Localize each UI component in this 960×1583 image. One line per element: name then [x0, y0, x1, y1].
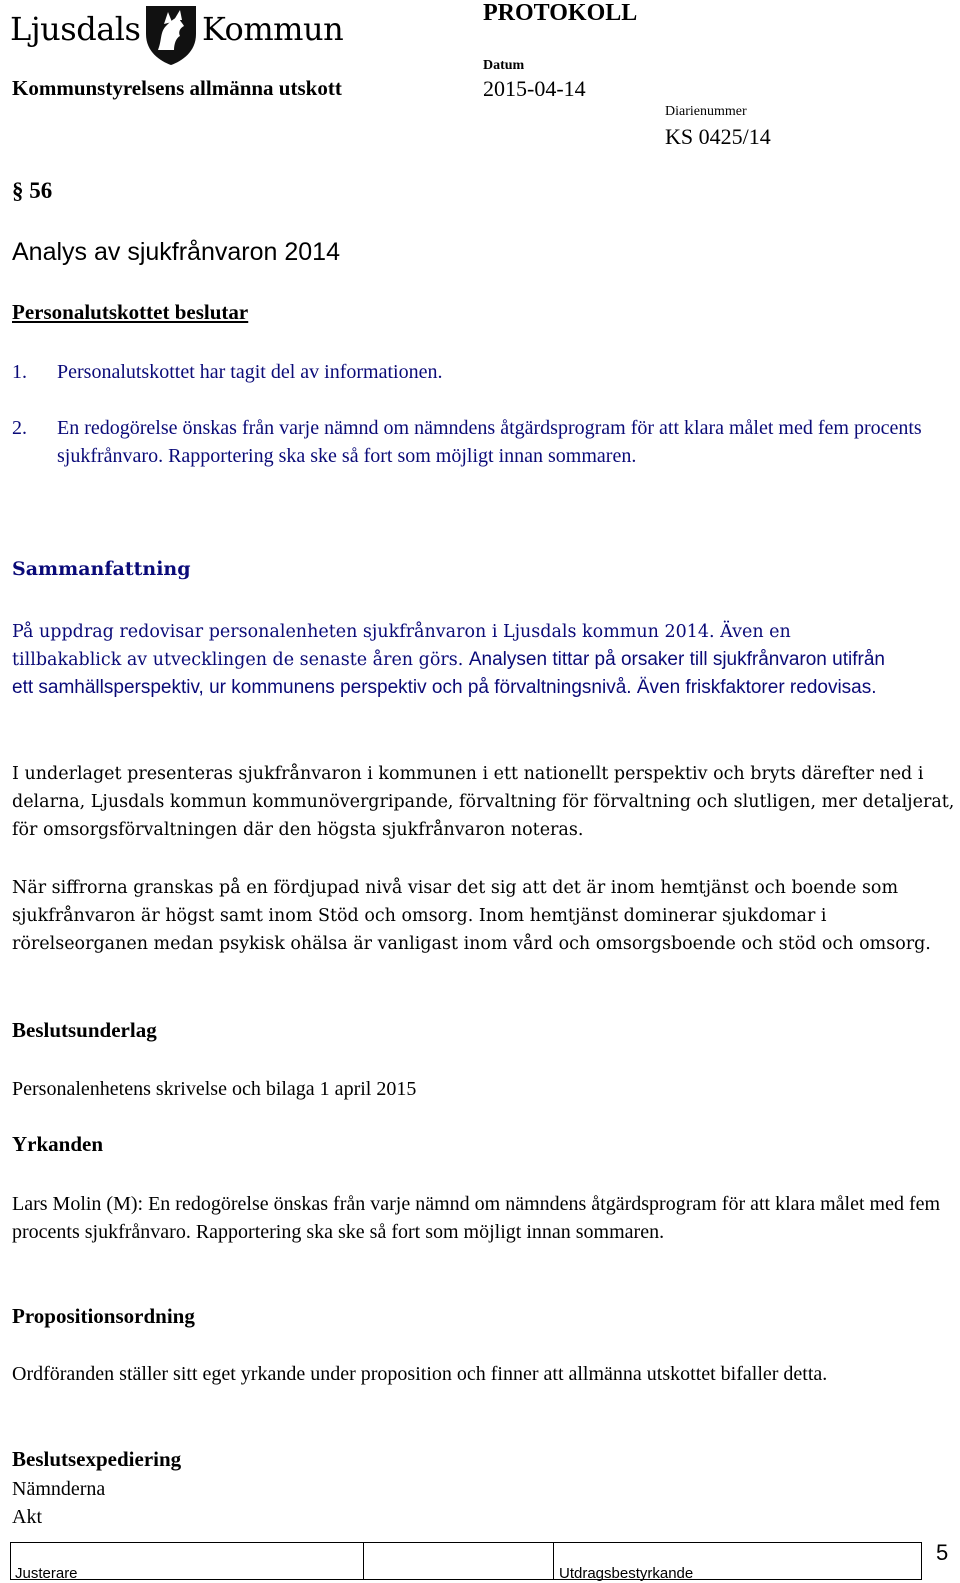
dispatch-recipient: Nämnderna: [12, 1478, 106, 1500]
date-value: 2015-04-14: [483, 76, 586, 101]
municipality-logo: [10, 4, 344, 66]
adjuster-cell: [11, 1543, 364, 1582]
paragraph-number: § 56: [12, 178, 53, 203]
coat-of-arms-icon: [144, 4, 198, 66]
dispatch-recipient: Akt: [12, 1506, 42, 1528]
summary-text: Analysen tittar på orsaker till sjukfrånvaron utifrån ett samhällsperspektiv, ur kommunens perspektiv och på förvaltningsnivå. Även friskfaktorer redovisas.: [12, 649, 885, 698]
summary-heading: Sammanfattning: [12, 558, 191, 580]
diarie-value: KS 0425/14: [665, 124, 771, 149]
document-type: PROTOKOLL: [483, 0, 638, 26]
logo-text-right: Kommun: [202, 10, 344, 48]
signature-footer: [10, 1542, 922, 1580]
certified-label: Utdragsbestyrkande: [559, 1565, 694, 1582]
decision-number: 1.: [12, 361, 27, 383]
decision-text: En redogörelse önskas från varje nämnd om nämndens åtgärdsprogram för att klara målet med fem procents sjukfrånvaro. Rapportering ska ske så fort som möjligt innan sommaren.: [57, 417, 922, 467]
summary-paragraph: När siffrorna granskas på en fördjupad nivå visar det sig att det är inom hemtjänst och boende som sjukfrånvaron är högst samt inom Stöd och omsorg. Inom hemtjänst dominerar sjukdomar i rörelseorganen medan psykisk ohälsa är vanligast inom vård och omsorgsboende och stöd och omsorg.: [12, 878, 931, 954]
summary-text: På uppdrag redovisar personalenheten sjukfrånvaron i Ljusdals kommun 2014. Även en tillbakablick av utvecklingen de senaste åren görs.: [12, 622, 791, 670]
signature-cell: [363, 1543, 554, 1579]
summary-paragraph: I underlaget presenteras sjukfrånvaron i kommunen i ett nationellt perspektiv och bryts därefter ned i delarna, Ljusdals kommun kommunövergripande, förvaltning för förvaltning och slutligen, mer detaljerat, för omsorgsförvaltningen där den högsta sjukfrånvaron noteras.: [12, 764, 955, 840]
decision-number: 2.: [12, 417, 27, 439]
proposition-heading: Propositionsordning: [12, 1304, 195, 1328]
certified-cell: [553, 1543, 920, 1582]
diarie-label: Diarienummer: [665, 104, 747, 119]
dispatch-heading: Beslutsexpediering: [12, 1447, 182, 1471]
page-title: Analys av sjukfrånvaron 2014: [12, 238, 340, 266]
motions-text: Lars Molin (M): En redogörelse önskas från varje nämnd om nämndens åtgärdsprogram för att klara målet med fem procents sjukfrånvaro. Rapportering ska ske så fort som möjligt innan sommaren.: [12, 1193, 941, 1243]
date-label: Datum: [483, 58, 525, 73]
summary-paragraph: [12, 618, 902, 702]
decision-text: Personalutskottet har tagit del av informationen.: [57, 361, 443, 383]
decision-heading: Personalutskottet beslutar: [12, 300, 249, 324]
basis-text: Personalenhetens skrivelse och bilaga 1 april 2015: [12, 1078, 417, 1100]
proposition-text: Ordföranden ställer sitt eget yrkande under proposition och finner att allmänna utskottet bifaller detta.: [12, 1363, 828, 1385]
page-number: 5: [936, 1540, 949, 1565]
adjuster-label: Justerare: [15, 1565, 78, 1582]
motions-heading: Yrkanden: [12, 1132, 104, 1156]
basis-heading: Beslutsunderlag: [12, 1018, 157, 1042]
logo-text-left: Ljusdals: [10, 10, 141, 48]
committee-name: Kommunstyrelsens allmänna utskott: [12, 76, 342, 100]
